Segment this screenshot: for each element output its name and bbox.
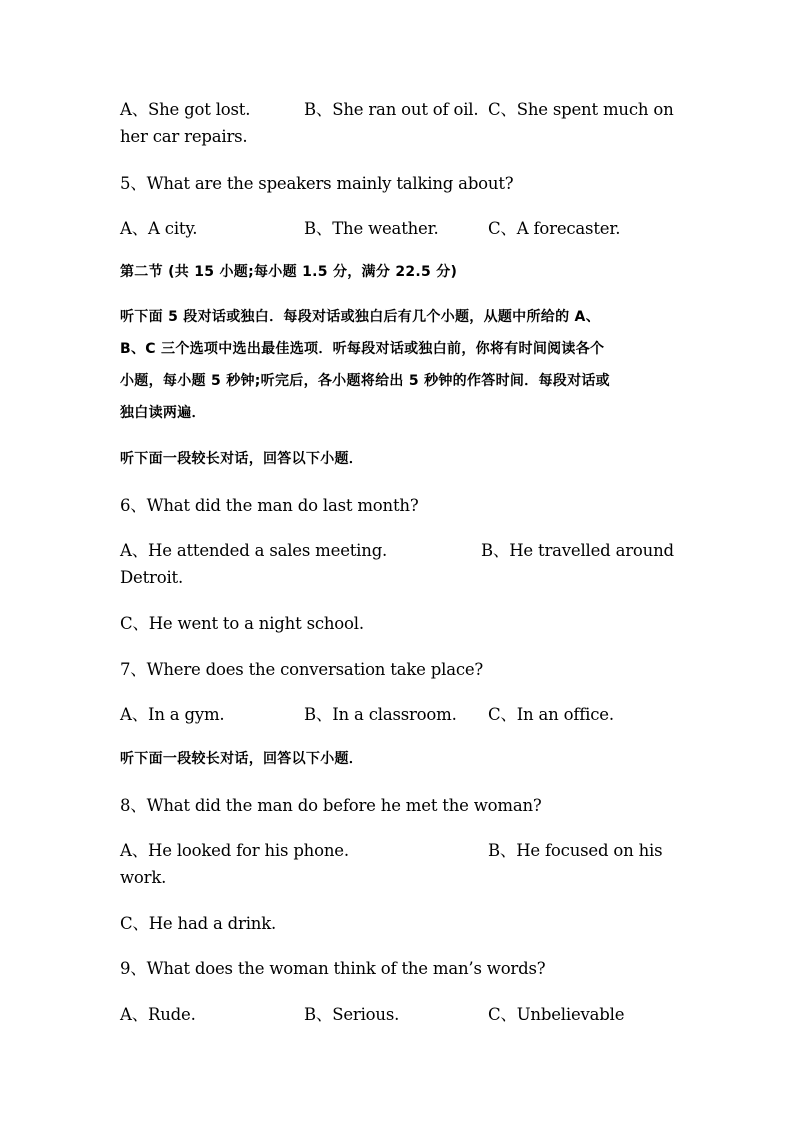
- q6-option-b-continued: Detroit.: [120, 568, 183, 587]
- section2-instructions-line2: B、C 三个选项中选出最佳选项．听每段对话或独白前，你将有时间阅读各个: [120, 341, 605, 357]
- q6-option-c: C、He went to a night school.: [120, 614, 364, 633]
- section2-instructions-line4: 独白读两遍．: [120, 405, 206, 421]
- q8-option-a: A、He looked for his phone.: [120, 841, 349, 860]
- dialog-intro: 听下面一段较长对话，回答以下小题．: [120, 451, 364, 467]
- q9-question: 9、What does the woman think of the man’s words?: [120, 959, 546, 978]
- q9-option-b: B、Serious.: [304, 1005, 400, 1024]
- q6-question: 6、What did the man do last month?: [120, 496, 419, 515]
- q8-option-b: B、He focused on his: [488, 841, 663, 860]
- q7-option-c: C、In an office.: [488, 705, 614, 724]
- q6-option-b: B、He travelled around: [481, 541, 674, 560]
- q7-option-b: B、In a classroom.: [304, 705, 457, 724]
- q7-option-a: A、In a gym.: [120, 705, 225, 724]
- q4-option-c-continued: her car repairs.: [120, 127, 248, 146]
- q4-option-b: B、She ran out of oil.: [304, 100, 479, 119]
- q4-option-c: C、She spent much on: [488, 100, 674, 119]
- section2-instructions-line1: 听下面 5 段对话或独白．每段对话或独白后有几个小题，从题中所给的 A、: [120, 309, 600, 325]
- q6-option-a: A、He attended a sales meeting.: [120, 541, 388, 560]
- q8-question: 8、What did the man do before he met the woman?: [120, 796, 542, 815]
- dialog-intro: 听下面一段较长对话，回答以下小题．: [120, 751, 364, 767]
- q9-option-a: A、Rude.: [120, 1005, 196, 1024]
- q5-option-a: A、A city.: [120, 219, 198, 238]
- q5-option-c: C、A forecaster.: [488, 219, 621, 238]
- q5-question: 5、What are the speakers mainly talking about?: [120, 174, 514, 193]
- q7-question: 7、Where does the conversation take place?: [120, 660, 484, 679]
- section2-instructions-line3: 小题，每小题 5 秒钟;听完后，各小题将给出 5 秒钟的作答时间．每段对话或: [120, 373, 610, 389]
- section2-heading: 第二节 (共 15 小题;每小题 1.5 分，满分 22.5 分): [120, 264, 458, 280]
- q4-option-a: A、She got lost.: [120, 100, 251, 119]
- q8-option-c: C、He had a drink.: [120, 914, 277, 933]
- q5-option-b: B、The weather.: [304, 219, 439, 238]
- q9-option-c: C、Unbelievable: [488, 1005, 625, 1024]
- q8-option-b-continued: work.: [120, 868, 167, 887]
